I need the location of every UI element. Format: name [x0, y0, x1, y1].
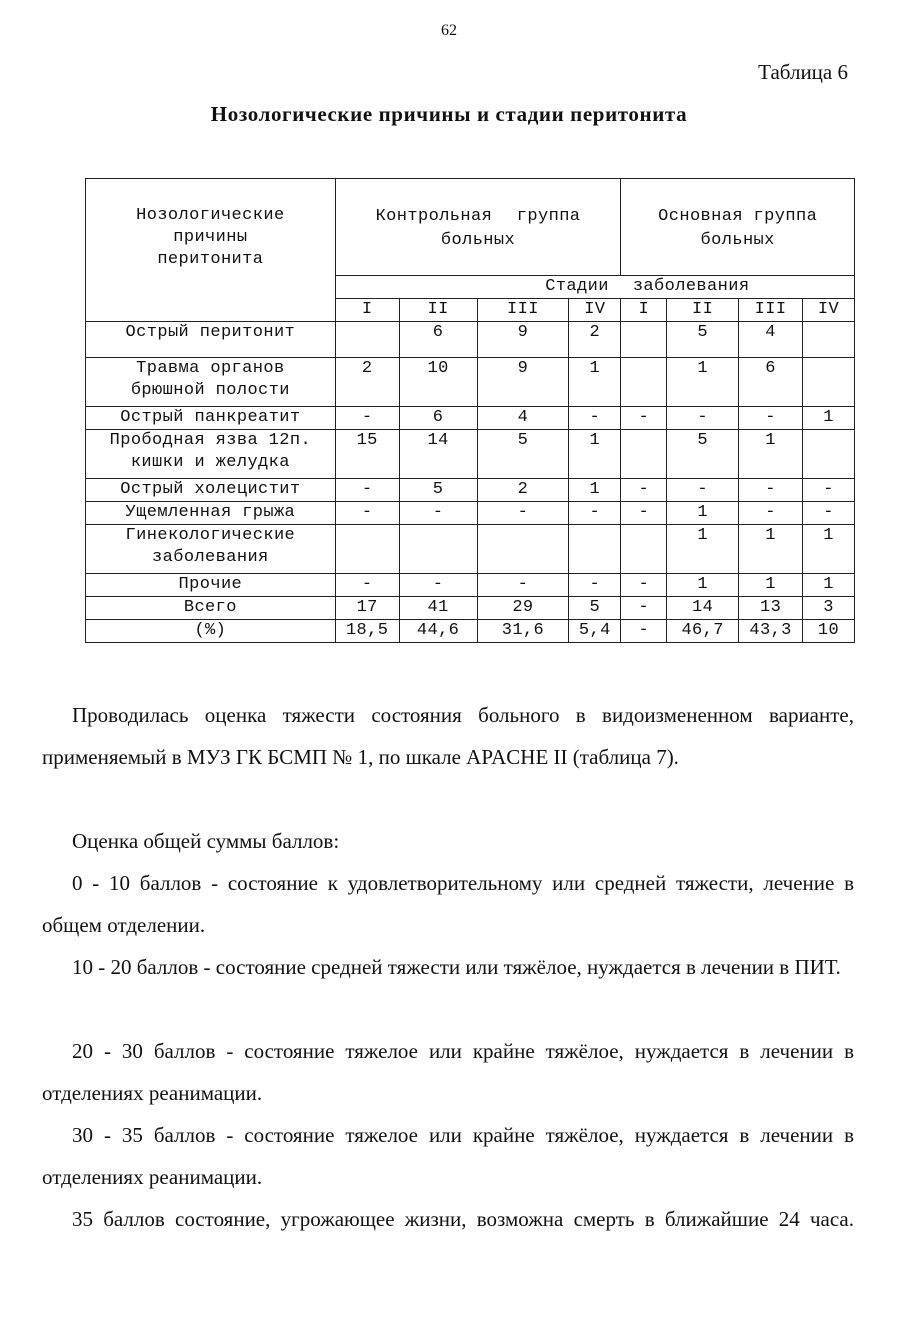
row-label-line: Всего: [183, 598, 237, 617]
row-label: [86, 407, 336, 430]
value-cell: -: [569, 574, 621, 597]
row-label-line: кишки и желудка: [130, 453, 290, 472]
value-cell: 3: [803, 597, 855, 620]
value-cell: 46,7: [667, 620, 739, 643]
paragraph-score-35: [42, 1198, 854, 1240]
row-label-line: брюшной полости: [130, 381, 290, 400]
stage-cell: II: [667, 299, 739, 322]
stage-cell: I: [621, 299, 667, 322]
value-cell: 1: [569, 430, 621, 479]
row-label: [86, 597, 336, 620]
value-cell: -: [739, 479, 803, 502]
value-cell: -: [569, 502, 621, 525]
stage-cell: III: [477, 299, 569, 322]
value-cell: 17: [335, 597, 399, 620]
row-label: [86, 502, 336, 525]
paragraph-apache-intro: [42, 694, 854, 778]
paragraph-text: Проводилась оценка тяжести состояния больного в видоизмененном варианте, применяемый в МУЗ ГК БСМП № 1, по шкале APACHE II (таблица 7).: [42, 703, 854, 769]
table-row: [86, 574, 855, 597]
value-cell: -: [621, 502, 667, 525]
paragraph-score-heading: Оценка общей суммы баллов:: [72, 829, 340, 853]
row-label-line: Ущемленная грыжа: [125, 503, 296, 522]
table-row: [86, 430, 855, 479]
value-cell: 15: [335, 430, 399, 479]
value-cell: 6: [399, 407, 477, 430]
row-label: [86, 525, 336, 574]
header-row: [86, 179, 855, 276]
stage-cell: III: [739, 299, 803, 322]
value-cell: 1: [739, 574, 803, 597]
row-label-line: Травма органов: [136, 359, 285, 378]
table-row: [86, 407, 855, 430]
value-cell: -: [335, 407, 399, 430]
value-cell: -: [621, 407, 667, 430]
value-cell: 13: [739, 597, 803, 620]
value-cell: 1: [739, 525, 803, 574]
value-cell: 5,4: [569, 620, 621, 643]
header-control-line: больных: [440, 231, 516, 250]
paragraph-score-30-35: 30 - 35 баллов - состояние тяжелое или крайне тяжёлое, нуждается в лечении в отделениях реанимации.: [42, 1123, 854, 1189]
stage-cell: I: [335, 299, 399, 322]
value-cell: [803, 322, 855, 358]
header-nosology-line: Нозологические: [136, 206, 285, 225]
value-cell: 31,6: [477, 620, 569, 643]
value-cell: 5: [399, 479, 477, 502]
value-cell: [803, 358, 855, 407]
value-cell: 6: [399, 322, 477, 358]
value-cell: 1: [667, 574, 739, 597]
value-cell: 4: [739, 322, 803, 358]
value-cell: -: [621, 597, 667, 620]
row-label: [86, 430, 336, 479]
value-cell: 43,3: [739, 620, 803, 643]
header-main-line: больных: [700, 231, 775, 250]
paragraph-score-20-30: 20 - 30 баллов - состояние тяжелое или крайне тяжёлое, нуждается в лечении в отделениях реанимации.: [42, 1039, 854, 1105]
value-cell: 5: [667, 322, 739, 358]
header-main-group: [621, 179, 855, 276]
value-cell: 1: [739, 430, 803, 479]
value-cell: [803, 430, 855, 479]
value-cell: -: [399, 574, 477, 597]
value-cell: -: [569, 407, 621, 430]
nosology-stages-table: [85, 178, 855, 643]
value-cell: 2: [335, 358, 399, 407]
row-label-line: Гинекологические: [125, 526, 296, 545]
value-cell: 5: [569, 597, 621, 620]
stage-cell: IV: [803, 299, 855, 322]
value-cell: -: [335, 479, 399, 502]
value-cell: [621, 358, 667, 407]
paragraph-score-10-20: 10 - 20 баллов - состояние средней тяжести или тяжёлое, нуждается в лечении в ПИТ.: [72, 955, 841, 979]
page-number: 62: [441, 22, 457, 39]
value-cell: 29: [477, 597, 569, 620]
paragraph-score-0-10: 0 - 10 баллов - состояние к удовлетворительному или средней тяжести, лечение в общем отделении.: [42, 871, 854, 937]
value-cell: 1: [803, 525, 855, 574]
value-cell: -: [739, 502, 803, 525]
table-title: Нозологические причины и стадии перитонита: [210, 102, 688, 126]
row-label: [86, 322, 336, 358]
value-cell: 2: [477, 479, 569, 502]
value-cell: [477, 525, 569, 574]
value-cell: 1: [569, 358, 621, 407]
table-row: [86, 358, 855, 407]
value-cell: 14: [399, 430, 477, 479]
value-cell: [335, 525, 399, 574]
stage-cell: IV: [569, 299, 621, 322]
value-cell: 1: [803, 574, 855, 597]
value-cell: 9: [477, 358, 569, 407]
row-label-line: Острый перитонит: [125, 323, 296, 342]
value-cell: 18,5: [335, 620, 399, 643]
value-cell: 1: [569, 479, 621, 502]
value-cell: -: [335, 574, 399, 597]
row-label-line: заболевания: [152, 548, 269, 567]
value-cell: [569, 525, 621, 574]
stages-label-right: заболевания: [621, 276, 855, 299]
header-nosology-line: перитонита: [157, 250, 264, 269]
value-cell: 6: [739, 358, 803, 407]
value-cell: [621, 322, 667, 358]
value-cell: 41: [399, 597, 477, 620]
stages-label-left: Стадии: [335, 276, 621, 299]
row-label-line: Прочие: [178, 575, 243, 594]
row-label-line: (%): [194, 621, 227, 640]
value-cell: -: [477, 502, 569, 525]
paragraph-score-35-text: 35 баллов состояние, угрожающее жизни, возможна смерть в ближайшие 24 часа.: [72, 1207, 854, 1231]
value-cell: 1: [667, 358, 739, 407]
table-caption: Таблица 6: [758, 60, 848, 84]
value-cell: 5: [667, 430, 739, 479]
table-row: [86, 502, 855, 525]
value-cell: 1: [667, 502, 739, 525]
value-cell: [621, 525, 667, 574]
value-cell: 44,6: [399, 620, 477, 643]
table-row: [86, 620, 855, 643]
row-label: [86, 358, 336, 407]
value-cell: 1: [667, 525, 739, 574]
row-label: [86, 479, 336, 502]
value-cell: -: [621, 479, 667, 502]
value-cell: -: [803, 502, 855, 525]
table-row: [86, 479, 855, 502]
value-cell: -: [803, 479, 855, 502]
value-cell: -: [621, 574, 667, 597]
table-row: [86, 322, 855, 358]
table-row: [86, 525, 855, 574]
stage-cell: II: [399, 299, 477, 322]
value-cell: -: [667, 479, 739, 502]
value-cell: -: [335, 502, 399, 525]
value-cell: 10: [399, 358, 477, 407]
table-row: [86, 597, 855, 620]
value-cell: -: [667, 407, 739, 430]
value-cell: 4: [477, 407, 569, 430]
value-cell: 10: [803, 620, 855, 643]
row-label: [86, 574, 336, 597]
value-cell: [621, 430, 667, 479]
value-cell: 14: [667, 597, 739, 620]
row-label-line: Прободная язва 12п.: [109, 431, 312, 450]
value-cell: [335, 322, 399, 358]
value-cell: [399, 525, 477, 574]
row-label-line: Острый холецистит: [120, 480, 301, 499]
value-cell: 1: [803, 407, 855, 430]
header-nosology-line: причины: [173, 228, 248, 247]
value-cell: 9: [477, 322, 569, 358]
header-main-line: Основная группа: [658, 207, 818, 226]
value-cell: 2: [569, 322, 621, 358]
value-cell: 5: [477, 430, 569, 479]
table-body: [86, 322, 855, 643]
value-cell: -: [739, 407, 803, 430]
value-cell: -: [399, 502, 477, 525]
value-cell: -: [621, 620, 667, 643]
header-control-group: [335, 179, 621, 276]
header-control-line: Контрольная группа: [375, 207, 581, 226]
row-label: [86, 620, 336, 643]
row-label-line: Острый панкреатит: [120, 408, 301, 427]
value-cell: -: [477, 574, 569, 597]
header-nosology: [86, 179, 336, 322]
